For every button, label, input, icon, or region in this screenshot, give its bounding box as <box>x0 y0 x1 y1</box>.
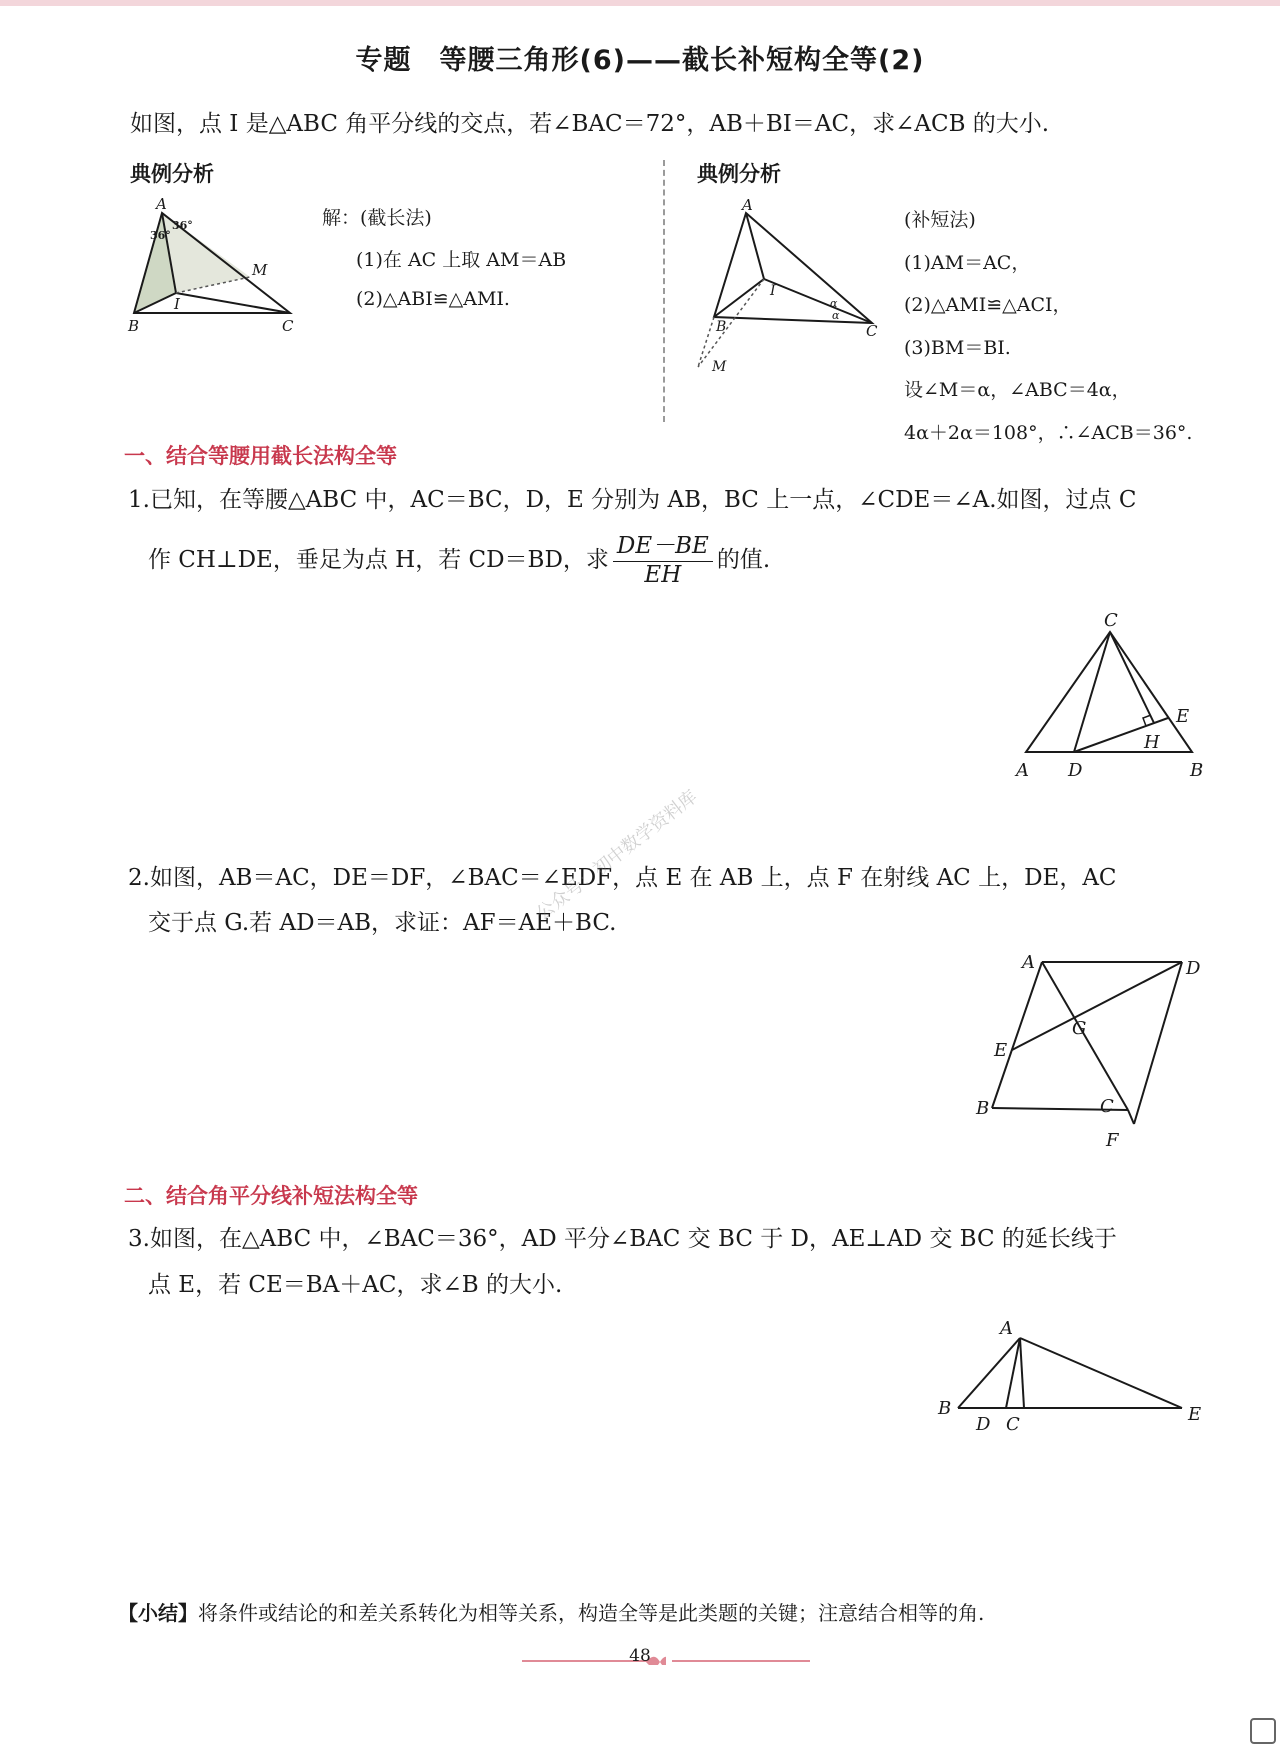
example-right-line-3: (2)△AMI≌△ACI， <box>904 294 1072 316</box>
svg-text:B: B <box>976 1098 990 1119</box>
q3-line-2: 点 E，若 CE＝BA＋AC，求∠B 的大小. <box>148 1272 563 1298</box>
svg-text:H: H <box>1144 732 1160 753</box>
q1-fraction-denominator: EH <box>644 561 682 588</box>
svg-text:B: B <box>128 317 140 335</box>
svg-text:I: I <box>174 295 180 313</box>
svg-text:C: C <box>282 317 294 335</box>
q3-line-1: 3.如图，在△ABC 中，∠BAC＝36°，AD 平分∠BAC 交 BC 于 D，AE⊥AD 交 BC 的延长线于 <box>128 1226 1117 1252</box>
example-right-line-5: 设∠M＝α，∠ABC＝4α， <box>904 379 1131 401</box>
example-right-line-4: (3)BM＝BI. <box>904 337 1011 359</box>
example-left-heading: 典例分析 <box>130 162 214 186</box>
summary <box>118 1597 984 1626</box>
svg-text:D: D <box>1186 958 1201 979</box>
svg-text:G: G <box>1072 1018 1087 1039</box>
svg-text:E: E <box>1176 706 1190 727</box>
q2-line-1: 2.如图，AB＝AC，DE＝DF，∠BAC＝∠EDF，点 E 在 AB 上，点 F 在射线 AC 上，DE，AC <box>128 865 1117 891</box>
column-divider <box>663 160 665 422</box>
section-2-heading: 二、结合角平分线补短法构全等 <box>124 1184 418 1208</box>
svg-text:36°: 36° <box>172 219 193 232</box>
example-right-line-2: (1)AM＝AC， <box>904 252 1031 274</box>
svg-text:E: E <box>994 1040 1008 1061</box>
svg-text:I: I <box>770 283 776 299</box>
svg-text:C: C <box>1104 610 1118 631</box>
svg-text:A: A <box>1000 1320 1013 1339</box>
section-1-heading: 一、结合等腰用截长法构全等 <box>124 444 397 468</box>
svg-text:D: D <box>1068 760 1083 781</box>
example-left-line-2: (1)在 AC 上取 AM＝AB <box>356 249 567 271</box>
svg-text:B: B <box>716 319 727 335</box>
svg-text:A: A <box>742 196 753 214</box>
svg-text:M: M <box>252 261 268 279</box>
example-left-line-1: 解：(截长法) <box>322 207 432 229</box>
svg-text:A: A <box>1022 952 1035 973</box>
svg-text:B: B <box>1190 760 1204 781</box>
watermark: 公众号：初中数学资料库 <box>532 786 702 925</box>
corner-mark-icon <box>1250 1718 1276 1744</box>
q1-line-2-text: 作 CH⊥DE，垂足为点 H，若 CD＝BD，求 <box>148 547 609 574</box>
q1-line-1: 1.已知，在等腰△ABC 中，AC＝BC，D，E 分别为 AB，BC 上一点，∠CDE＝∠A.如图，过点 C <box>128 487 1137 513</box>
summary-tag: 【小结】 <box>118 1601 198 1625</box>
example-right-line-1: (补短法) <box>904 209 976 231</box>
svg-text:C: C <box>866 322 878 340</box>
q1-fraction-numerator: DE－BE <box>613 533 713 562</box>
svg-text:M: M <box>712 359 727 375</box>
intro-problem: 如图，点 I 是△ABC 角平分线的交点，若∠BAC＝72°，AB＋BI＝AC，求∠ACB 的大小. <box>130 111 1050 137</box>
svg-text:D: D <box>976 1414 991 1435</box>
example-right-heading: 典例分析 <box>697 162 781 186</box>
top-rule <box>0 0 1280 6</box>
q1-figure <box>1010 610 1210 790</box>
svg-text:α: α <box>832 309 840 322</box>
page-number: 48 <box>629 1646 651 1666</box>
page-title: 专题 等腰三角形(6)——截长补短构全等(2) <box>355 45 925 76</box>
q2-line-2: 交于点 G.若 AD＝AB，求证：AF＝AE＋BC. <box>148 910 617 936</box>
svg-text:E: E <box>1188 1404 1202 1425</box>
q1-fraction <box>613 533 713 589</box>
svg-text:A: A <box>156 195 167 213</box>
example-right-figure <box>690 195 890 380</box>
example-right-line-6: 4α＋2α＝108°，∴∠ACB＝36°. <box>904 422 1193 444</box>
q3-figure <box>930 1320 1210 1440</box>
svg-text:36°: 36° <box>150 229 171 242</box>
example-left-line-3: (2)△ABI≌△AMI. <box>356 288 510 310</box>
example-left-figure <box>120 195 300 340</box>
q1-line-2 <box>148 533 770 589</box>
q1-line-2-end: 的值. <box>716 547 771 574</box>
svg-text:C: C <box>1100 1096 1114 1117</box>
svg-text:α: α <box>830 297 838 310</box>
q2-figure <box>970 952 1210 1157</box>
svg-text:A: A <box>1016 760 1029 781</box>
svg-text:F: F <box>1106 1130 1119 1151</box>
svg-text:C: C <box>1006 1414 1020 1435</box>
svg-text:B: B <box>938 1398 952 1419</box>
summary-text: 将条件或结论的和差关系转化为相等关系，构造全等是此类题的关键；注意结合相等的角. <box>198 1601 985 1625</box>
